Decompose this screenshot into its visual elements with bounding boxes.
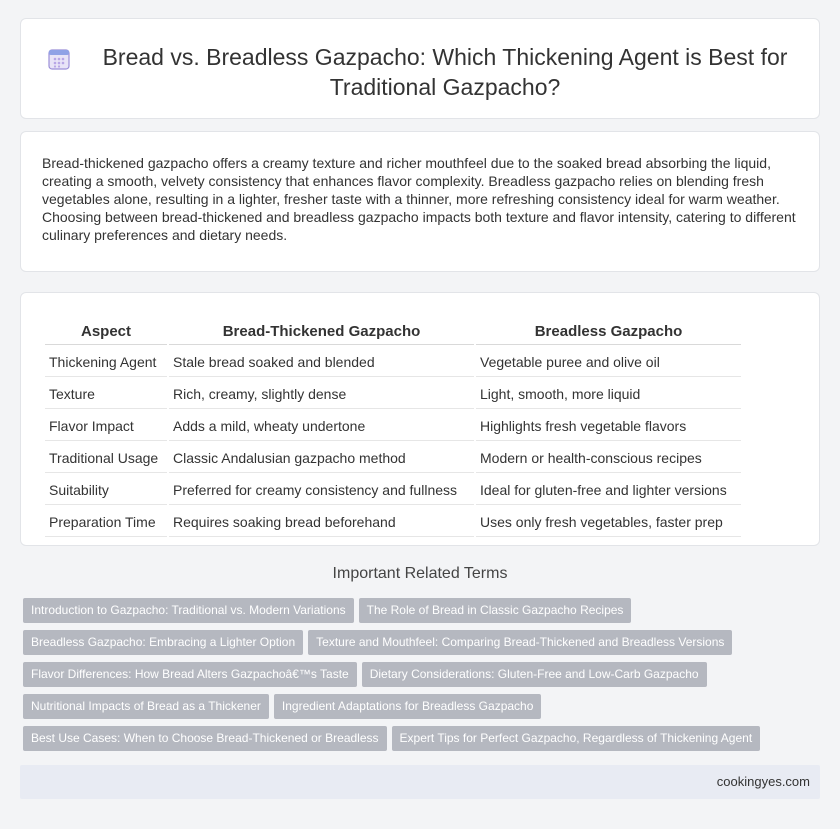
- table-cell: Vegetable puree and olive oil: [476, 347, 741, 377]
- table-cell: Light, smooth, more liquid: [476, 379, 741, 409]
- table-cell: Preferred for creamy consistency and fullness: [169, 475, 474, 505]
- table-row: [45, 507, 741, 537]
- table-cell: Ideal for gluten-free and lighter versions: [476, 475, 741, 505]
- table-cell: Classic Andalusian gazpacho method: [169, 443, 474, 473]
- header-card: [20, 18, 820, 119]
- table-row: [45, 379, 741, 409]
- related-terms-heading: Important Related Terms: [332, 565, 508, 582]
- table-cell: Requires soaking bread beforehand: [169, 507, 474, 537]
- comparison-table-card: [20, 292, 820, 546]
- related-terms-list: [23, 598, 823, 758]
- intro-card: [20, 131, 820, 272]
- table-cell: Traditional Usage: [45, 443, 167, 473]
- site-name[interactable]: cookingyes.com: [716, 774, 810, 789]
- table-cell: Stale bread soaked and blended: [169, 347, 474, 377]
- table-cell: Modern or health-conscious recipes: [476, 443, 741, 473]
- table-cell: Preparation Time: [45, 507, 167, 537]
- related-term-tag[interactable]: Breadless Gazpacho: Embracing a Lighter Option: [23, 630, 303, 655]
- related-term-tag[interactable]: Texture and Mouthfeel: Comparing Bread-Thickened and Breadless Versions: [308, 630, 732, 655]
- table-cell: Adds a mild, wheaty undertone: [169, 411, 474, 441]
- table-row: [45, 347, 741, 377]
- related-term-tag[interactable]: Nutritional Impacts of Bread as a Thickener: [23, 694, 269, 719]
- table-row: [45, 443, 741, 473]
- page-title: Bread vs. Breadless Gazpacho: Which Thickening Agent is Best for Traditional Gazpacho?: [102, 44, 788, 100]
- comparison-table: [43, 315, 743, 539]
- table-cell: Uses only fresh vegetables, faster prep: [476, 507, 741, 537]
- table-header-row: [45, 317, 741, 345]
- footer-bar: [20, 765, 820, 799]
- related-term-tag[interactable]: Best Use Cases: When to Choose Bread-Thickened or Breadless: [23, 726, 387, 751]
- table-row: [45, 475, 741, 505]
- table-cell: Flavor Impact: [45, 411, 167, 441]
- related-term-tag[interactable]: The Role of Bread in Classic Gazpacho Recipes: [359, 598, 632, 623]
- related-term-tag[interactable]: Introduction to Gazpacho: Traditional vs. Modern Variations: [23, 598, 354, 623]
- table-cell: Rich, creamy, slightly dense: [169, 379, 474, 409]
- column-header-breadless: Breadless Gazpacho: [476, 317, 741, 345]
- table-cell: Highlights fresh vegetable flavors: [476, 411, 741, 441]
- table-cell: Suitability: [45, 475, 167, 505]
- table-cell: Texture: [45, 379, 167, 409]
- column-header-bread-thickened: Bread-Thickened Gazpacho: [169, 317, 474, 345]
- related-term-tag[interactable]: Ingredient Adaptations for Breadless Gazpacho: [274, 694, 542, 719]
- related-term-tag[interactable]: Flavor Differences: How Bread Alters Gazpachoâ€™s Taste: [23, 662, 357, 687]
- calendar-grid-icon: [47, 47, 71, 71]
- related-term-tag[interactable]: Dietary Considerations: Gluten-Free and Low-Carb Gazpacho: [362, 662, 707, 687]
- table-row: [45, 411, 741, 441]
- column-header-aspect: Aspect: [45, 317, 167, 345]
- table-cell: Thickening Agent: [45, 347, 167, 377]
- related-term-tag[interactable]: Expert Tips for Perfect Gazpacho, Regardless of Thickening Agent: [392, 726, 761, 751]
- intro-paragraph: Bread-thickened gazpacho offers a creamy texture and richer mouthfeel due to the soaked bread absorbing the liquid, creating a smooth, velvety consistency that enhances flavor complexity. Breadless gazpacho relies on blending fresh vegetables alone, resulting in a lighter, fresher taste with a thinner, more refreshing consistency ideal for warm weather. Choosing between bread-thickened and breadless gazpacho impacts both texture and flavor intensity, catering to different culinary preferences and dietary needs.: [42, 155, 796, 243]
